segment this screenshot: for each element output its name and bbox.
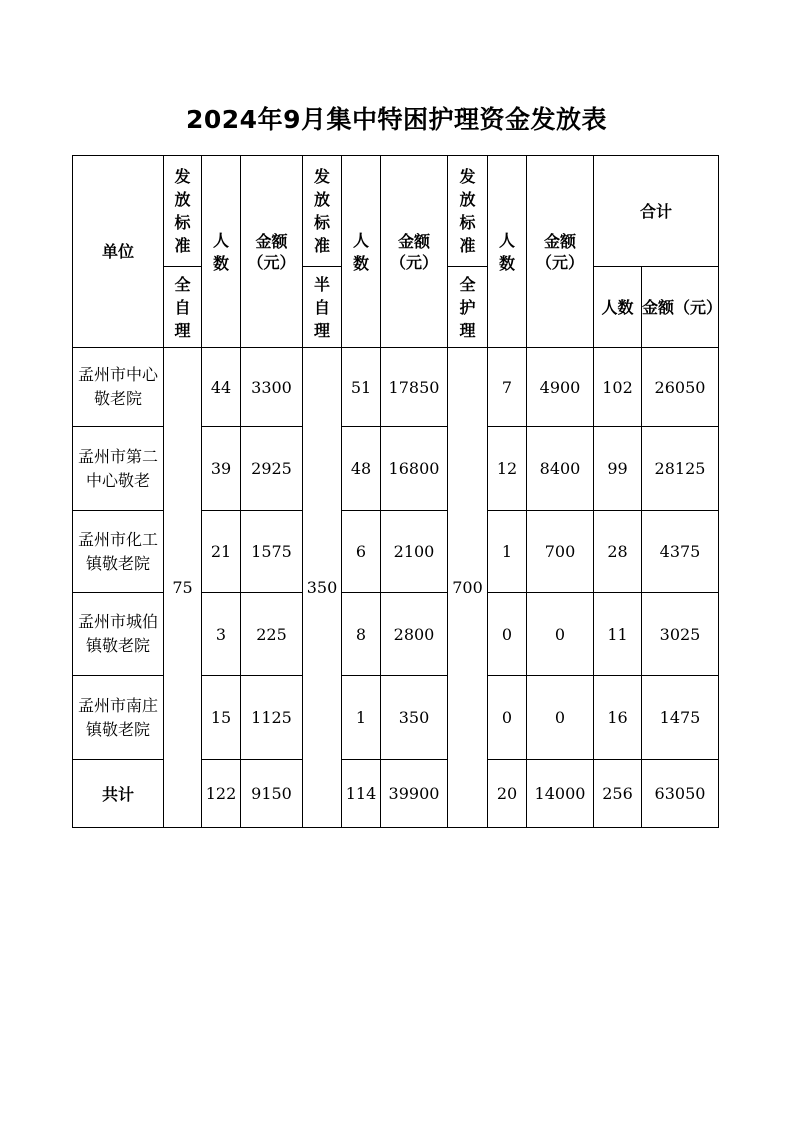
cell-g2-people: 1 (342, 676, 381, 760)
cell-g1-people: 3 (202, 593, 241, 676)
cell-g1-amount: 2925 (241, 427, 303, 511)
header-people-1: 人 数 (202, 156, 241, 348)
header-amount-3: 金额（元） (527, 156, 594, 348)
cell-total-people: 102 (594, 348, 642, 427)
cell-total-people: 99 (594, 427, 642, 511)
table-row (73, 348, 719, 427)
total-g1-amount: 9150 (241, 760, 303, 828)
cell-total-people: 11 (594, 593, 642, 676)
cell-g1-amount: 3300 (241, 348, 303, 427)
header-unit: 单位 (73, 156, 164, 348)
header-std-type-3: 全 护 理 (448, 267, 488, 348)
total-g3-amount: 14000 (527, 760, 594, 828)
cell-g1-people: 21 (202, 511, 241, 593)
cell-total-people: 16 (594, 676, 642, 760)
cell-g1-amount: 1125 (241, 676, 303, 760)
header-std-type-1: 全 自 理 (164, 267, 202, 348)
header-people-2: 人 数 (342, 156, 381, 348)
cell-g3-amount: 0 (527, 676, 594, 760)
total-g3-people: 20 (488, 760, 527, 828)
cell-g2-amount: 2800 (381, 593, 448, 676)
header-row-1 (73, 156, 719, 267)
cell-total-amount: 1475 (642, 676, 719, 760)
header-amount-2: 金额（元） (381, 156, 448, 348)
page-title: 2024年9月集中特困护理资金发放表 (186, 105, 607, 134)
unit-name: 孟州市南庄镇敬老院 (73, 676, 164, 760)
cell-g1-people: 39 (202, 427, 241, 511)
header-amount-1: 金额（元） (241, 156, 303, 348)
cell-g2-amount: 16800 (381, 427, 448, 511)
header-std-label-2: 发 放 标 准 (303, 156, 342, 267)
header-total-people: 人数 (594, 267, 642, 348)
cell-g2-people: 6 (342, 511, 381, 593)
unit-name: 孟州市中心敬老院 (73, 348, 164, 427)
cell-g2-amount: 17850 (381, 348, 448, 427)
total-g2-amount: 39900 (381, 760, 448, 828)
cell-g1-amount: 225 (241, 593, 303, 676)
cell-g1-people: 44 (202, 348, 241, 427)
standard-value-1: 75 (164, 348, 202, 828)
cell-g3-amount: 700 (527, 511, 594, 593)
cell-g2-people: 48 (342, 427, 381, 511)
total-g2-people: 114 (342, 760, 381, 828)
cell-g3-people: 7 (488, 348, 527, 427)
unit-name: 孟州市第二中心敬老 (73, 427, 164, 511)
cell-g3-amount: 4900 (527, 348, 594, 427)
total-g1-people: 122 (202, 760, 241, 828)
header-std-type-2: 半 自 理 (303, 267, 342, 348)
cell-g3-amount: 0 (527, 593, 594, 676)
cell-g3-people: 12 (488, 427, 527, 511)
cell-g1-amount: 1575 (241, 511, 303, 593)
cell-g3-people: 0 (488, 593, 527, 676)
cell-g2-people: 51 (342, 348, 381, 427)
header-std-label-1: 发 放 标 准 (164, 156, 202, 267)
cell-total-amount: 28125 (642, 427, 719, 511)
cell-g2-people: 8 (342, 593, 381, 676)
cell-total-amount: 26050 (642, 348, 719, 427)
total-people: 256 (594, 760, 642, 828)
cell-g2-amount: 350 (381, 676, 448, 760)
cell-g1-people: 15 (202, 676, 241, 760)
funding-table (72, 155, 723, 828)
cell-total-amount: 3025 (642, 593, 719, 676)
header-total: 合计 (594, 156, 719, 267)
cell-g3-people: 1 (488, 511, 527, 593)
standard-value-2: 350 (303, 348, 342, 828)
standard-value-3: 700 (448, 348, 488, 828)
cell-g3-amount: 8400 (527, 427, 594, 511)
cell-g3-people: 0 (488, 676, 527, 760)
cell-total-amount: 4375 (642, 511, 719, 593)
grand-total-label: 共计 (73, 760, 164, 828)
unit-name: 孟州市城伯镇敬老院 (73, 593, 164, 676)
unit-name: 孟州市化工镇敬老院 (73, 511, 164, 593)
cell-total-people: 28 (594, 511, 642, 593)
header-people-3: 人 数 (488, 156, 527, 348)
header-std-label-3: 发 放 标 准 (448, 156, 488, 267)
total-amount: 63050 (642, 760, 719, 828)
header-total-amount: 金额（元） (642, 267, 719, 348)
cell-g2-amount: 2100 (381, 511, 448, 593)
